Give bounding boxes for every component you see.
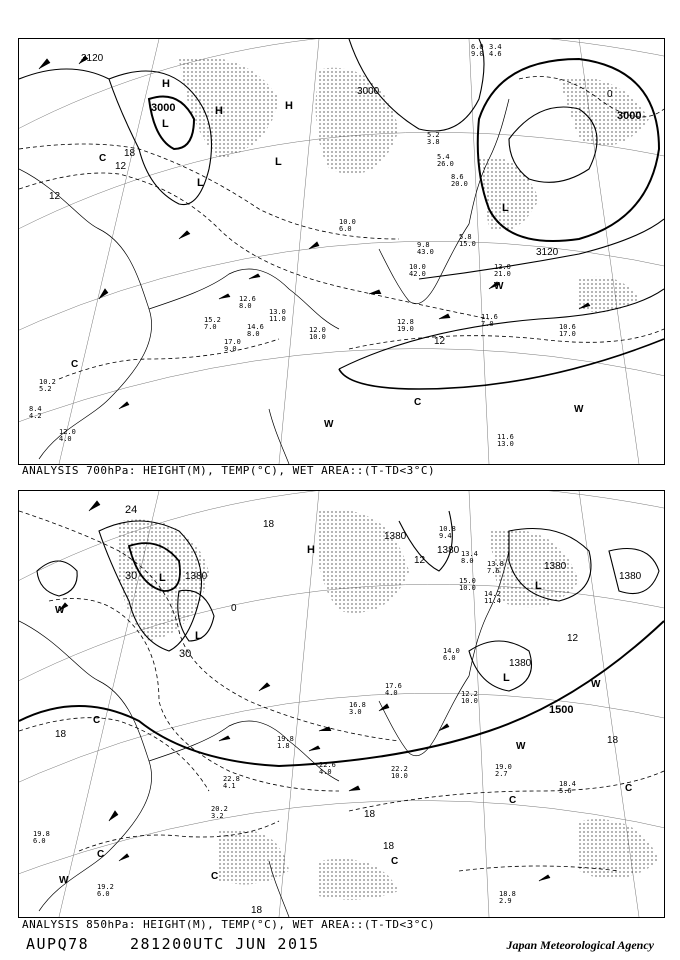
cold-symbol: C [97,849,105,860]
station-plot: 10.0 42.0 [409,263,426,278]
low-center-symbol: L [503,672,510,684]
warm-symbol: W [494,281,504,292]
height-label: 1380 [185,571,208,582]
high-center-symbol: H [307,544,315,556]
low-center-symbol: L [195,630,202,642]
station-plot: 8.4 4.2 [29,405,42,420]
station-plot: 16.8 3.0 [349,701,366,716]
height-label: 3000 [357,86,380,97]
station-plot: 5.4 26.0 [437,153,454,168]
station-plot: 6.0 9.0 [471,43,484,58]
map-700hpa [19,39,664,464]
warm-symbol: W [591,679,601,690]
station-plot: 13.8 7.6 [487,560,504,575]
station-plot: 14.6 8.0 [247,323,264,338]
station-plot: 5.8 15.0 [459,233,476,248]
cold-symbol: C [391,856,399,867]
map-850hpa [19,491,664,917]
temp-label: 24 [125,504,138,516]
station-plot: 19.0 2.7 [495,763,512,778]
low-center-symbol: L [275,156,282,168]
temp-label: 18 [263,519,275,530]
temp-label: 18 [251,905,263,916]
warm-symbol: W [59,875,69,886]
temp-label: 18 [607,735,619,746]
station-plot: 17.6 4.0 [385,682,402,697]
station-plot: 10.6 17.0 [559,323,576,338]
height-label: 1380 [437,545,460,556]
temp-label: 12 [434,336,446,347]
low-center-symbol: L [162,118,169,130]
cold-symbol: C [93,715,101,726]
height-label: 3000 [617,110,642,122]
station-plot: 12.8 19.0 [397,318,414,333]
station-plot: 22.8 4.1 [223,775,240,790]
high-center-symbol: H [215,105,223,117]
height-label: 3000 [151,102,176,114]
height-label: 1500 [549,704,574,716]
temp-label: 30 [125,570,138,582]
station-plot: 22.6 4.0 [319,761,336,776]
valid-time: 281200UTC JUN 2015 [130,935,320,953]
station-plot: 10.8 9.4 [439,525,456,540]
station-plot: 11.6 13.0 [497,433,514,448]
temp-label: 18 [124,148,136,159]
station-plot: 14.2 11.4 [484,590,501,605]
high-center-symbol: H [162,78,170,90]
station-plot: 18.8 2.9 [499,890,516,905]
temp-label: 18 [383,841,395,852]
wind-barbs [39,56,590,409]
high-center-symbol: H [285,100,293,112]
cold-symbol: C [71,359,79,370]
height-label: 1380 [509,658,532,669]
station-plot: 9.8 43.0 [417,241,434,256]
product-code: AUPQ78 [26,935,90,953]
station-plots [33,525,576,905]
station-plot: 19.2 6.0 [97,883,114,898]
station-plot: 18.4 5.6 [559,780,576,795]
temp-label: 12 [567,633,579,644]
station-plot: 22.2 10.0 [391,765,408,780]
station-plot: 8.6 20.0 [451,173,468,188]
station-plot: 19.8 1.8 [277,735,294,750]
height-label: 1380 [384,531,407,542]
station-plot: 3.4 4.6 [489,43,502,58]
station-plot: 13.0 11.0 [269,308,286,323]
temp-label: 0 [231,603,237,614]
temp-label: 12 [49,191,61,202]
height-label: 1380 [619,571,642,582]
height-label: 1380 [544,561,567,572]
temp-label: 12 [115,161,127,172]
station-plot: 15.2 7.0 [204,316,221,331]
temp-label: 18 [364,809,376,820]
station-plot: 13.4 8.0 [461,550,478,565]
cold-symbol: C [625,783,633,794]
station-plots [29,43,576,448]
height-label: 3120 [81,53,104,64]
station-plot: 14.0 6.0 [443,647,460,662]
station-plot: 12.6 8.0 [239,295,256,310]
temp-label: 0 [607,89,613,100]
station-plot: 10.0 6.0 [339,218,356,233]
station-plot: 11.6 7.0 [481,313,498,328]
cold-symbol: C [414,397,422,408]
station-plot: 5.2 3.8 [427,131,440,146]
warm-symbol: W [574,404,584,415]
chart-850hpa-caption: ANALYSIS 850hPa: HEIGHT(M), TEMP(°C), WET AREA::(T-TD<3°C) [22,918,436,931]
station-plot: 12.2 10.0 [461,690,478,705]
station-plot: 19.8 6.0 [33,830,50,845]
station-plot: 17.0 9.0 [224,338,241,353]
cold-symbol: C [211,871,219,882]
agency-name: Japan Meteorological Agency [506,938,654,952]
station-plot: 10.2 5.2 [39,378,56,393]
chart-700hpa-caption: ANALYSIS 700hPa: HEIGHT(M), TEMP(°C), WET AREA::(T-TD<3°C) [22,464,436,477]
station-plot: 20.2 3.2 [211,805,228,820]
height-label: 3120 [536,247,559,258]
cold-symbol: C [509,795,517,806]
station-plot: 12.0 4.0 [59,428,76,443]
temp-label: 30 [179,648,192,660]
low-center-symbol: L [502,202,509,214]
low-center-symbol: L [159,572,166,584]
cold-symbol: C [99,153,107,164]
chart-700hpa [18,38,665,465]
temp-label: 18 [55,729,67,740]
low-center-symbol: L [535,580,542,592]
low-center-symbol: L [197,177,204,189]
coastlines [19,99,509,464]
station-plot: 15.0 10.0 [459,577,476,592]
warm-symbol: W [324,419,334,430]
warm-symbol: W [516,741,526,752]
chart-850hpa [18,490,665,918]
station-plot: 13.0 21.0 [494,263,511,278]
station-plot: 12.0 10.0 [309,326,326,341]
warm-symbol: W [55,605,65,616]
temp-label: 12 [414,555,426,566]
